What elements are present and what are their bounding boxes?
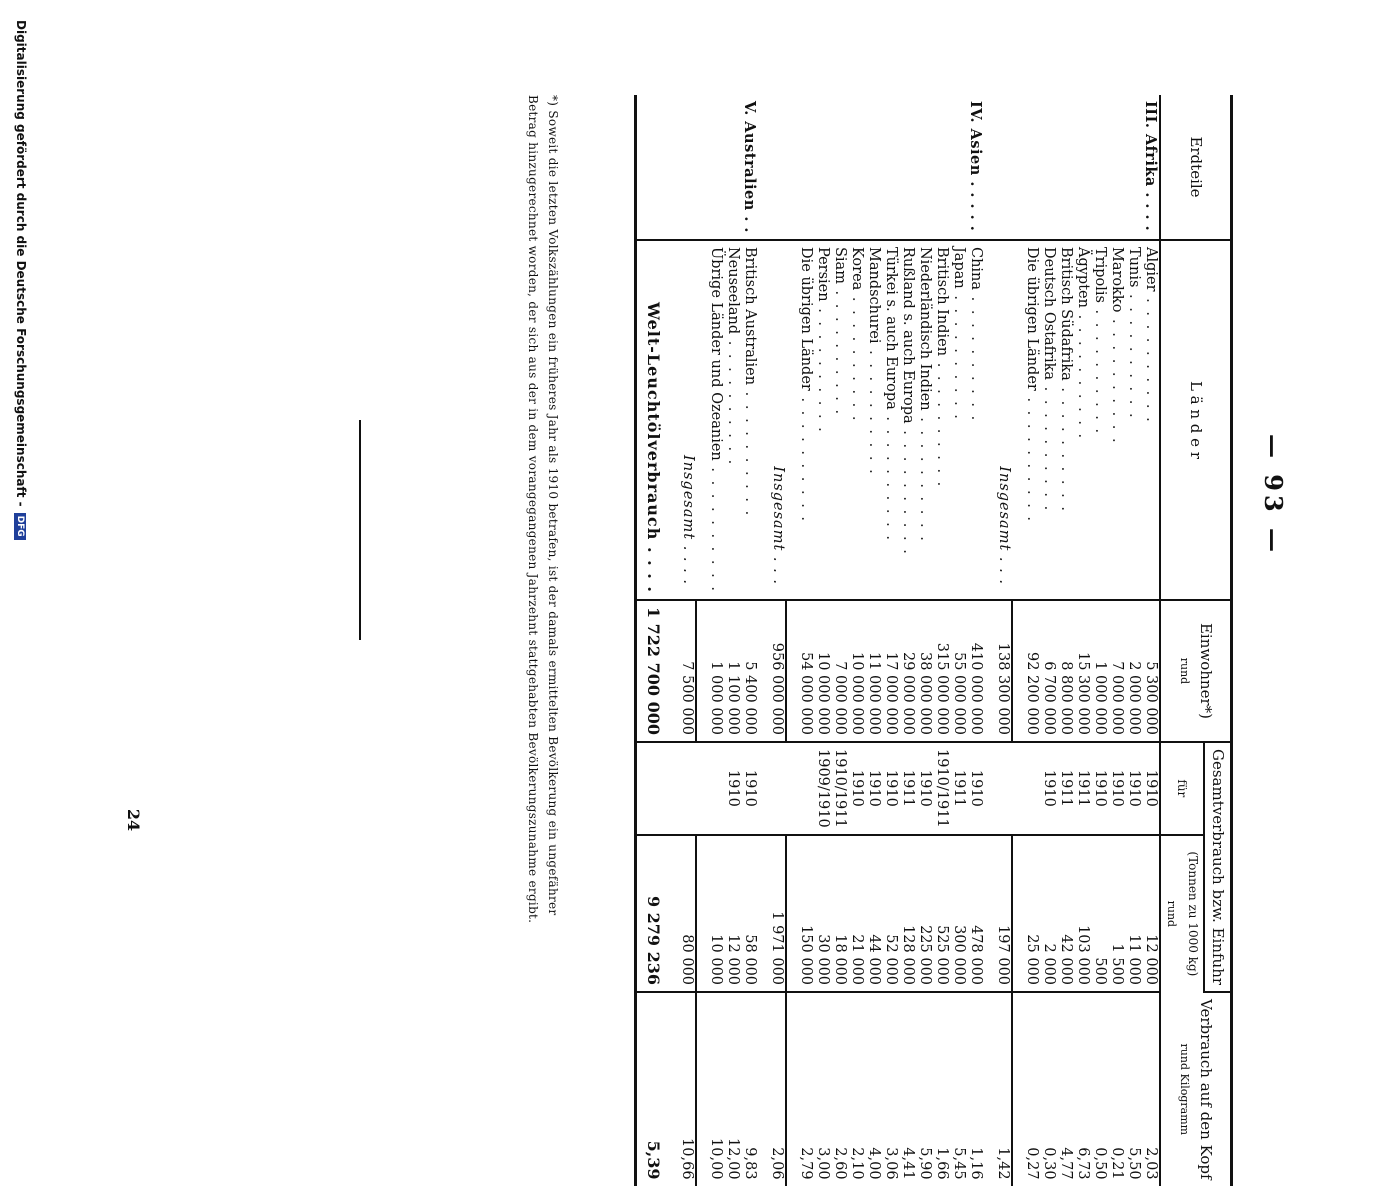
kopf-cell: 2,60	[832, 1147, 848, 1180]
table-row	[967, 95, 984, 1186]
kopf-cell: 1,66	[934, 1147, 950, 1180]
world-label: Welt-Leuchtölverbrauch . . . .	[636, 240, 669, 600]
total-gesamt: 80 000	[678, 835, 696, 992]
jahr-cell: 1911	[1057, 742, 1074, 835]
leader-dots: . . . . . . . . . .	[708, 460, 724, 593]
erdteil-cell	[916, 95, 933, 240]
gesamt-cell: 500	[1091, 835, 1108, 992]
gesamt-cell: 52 000	[882, 835, 899, 992]
kopf-cell: 3,00	[815, 1147, 831, 1180]
gesamt-cell: 225 000	[916, 835, 933, 992]
spacer-cell	[668, 742, 678, 835]
land-name: Die übrigen Länder	[1024, 246, 1040, 391]
gesamt-cell: 525 000	[933, 835, 950, 992]
jahr-cell: 1910	[916, 742, 933, 835]
total-label: Insgesamt . . .	[994, 240, 1012, 600]
spacer-row	[758, 95, 768, 1186]
jahr-cell: 1910	[1142, 742, 1160, 835]
spacer-cell	[984, 992, 994, 1186]
land-name: Ägypten	[1075, 246, 1091, 308]
spacer-cell	[668, 992, 678, 1186]
jahr-cell	[797, 742, 814, 835]
table-header-row	[1204, 95, 1232, 1186]
land-cell	[933, 240, 950, 600]
land-name: Persien	[815, 246, 831, 302]
gesamt-cell: 18 000	[831, 835, 848, 992]
erdteil-cell	[707, 95, 724, 240]
land-name: Britisch Australien	[742, 246, 758, 386]
jahr-cell: 1911	[899, 742, 916, 835]
table-row	[1057, 95, 1074, 1186]
leader-dots: . . . . . . . . . .	[1041, 380, 1057, 513]
einwohner-cell: 15 300 000	[1074, 600, 1091, 742]
erdteil-cell	[882, 95, 899, 240]
header-einwohner-label: Einwohner*)	[1197, 622, 1216, 719]
spacer-cell	[758, 240, 768, 600]
gesamt-cell: 12 000	[1142, 835, 1160, 992]
table-row	[950, 95, 967, 1186]
spacer-cell	[1012, 600, 1023, 742]
land-cell	[1023, 240, 1040, 600]
total-einwohner: 7 500 000	[678, 600, 696, 742]
kopf-cell: 2,03	[1143, 1147, 1159, 1180]
total-label: Insgesamt . . . .	[678, 240, 696, 600]
spacer-cell	[668, 240, 678, 600]
einwohner-cell: 2 000 000	[1125, 600, 1142, 742]
table-row	[1091, 95, 1108, 1186]
erdteil-cell	[994, 95, 1012, 240]
land-name: Korea	[849, 246, 865, 291]
erdteil-cell	[933, 95, 950, 240]
table-row	[848, 95, 865, 1186]
gesamt-cell: 30 000	[814, 835, 831, 992]
gesamt-cell: 300 000	[950, 835, 967, 992]
jahr-cell: 1910/1911	[831, 742, 848, 835]
table-row	[1074, 95, 1091, 1186]
header-einwohner-sub: rund	[1178, 657, 1192, 685]
leader-dots: . . . . . . . . . .	[900, 423, 916, 556]
spacer-cell	[786, 835, 797, 992]
kopf-cell: 0,21	[1109, 1147, 1125, 1180]
kopf-cell: 0,30	[1041, 1147, 1057, 1180]
einwohner-cell: 10 000 000	[814, 600, 831, 742]
spacer-cell	[1012, 992, 1023, 1186]
erdteil-cell	[724, 95, 741, 240]
total-einwohner: 138 300 000	[994, 600, 1012, 742]
einwohner-cell: 54 000 000	[797, 600, 814, 742]
land-cell	[899, 240, 916, 600]
jahr-cell	[1023, 742, 1040, 835]
land-cell	[916, 240, 933, 600]
leader-dots: . . . . . . . . . .	[798, 390, 814, 524]
einwohner-cell: 410 000 000	[967, 600, 984, 742]
erdteil-cell: IV. Asien . . . . .	[967, 95, 984, 240]
land-name: Übrige Länder und Ozeanien	[708, 246, 724, 461]
gesamt-cell: 25 000	[1023, 835, 1040, 992]
spacer-row	[696, 95, 707, 1186]
kopf-cell: 5,45	[951, 1147, 967, 1180]
jahr-cell: 1910	[967, 742, 984, 835]
gesamt-cell: 12 000	[724, 835, 741, 992]
leader-dots: . . . . . . . . . .	[849, 290, 865, 423]
spacer-cell	[786, 600, 797, 742]
header-erdteile: Erdteile	[1160, 95, 1232, 240]
spacer-cell	[984, 95, 994, 240]
total-jahr	[678, 742, 696, 835]
land-cell	[882, 240, 899, 600]
land-name: Niederländisch Indien	[917, 246, 933, 411]
land-name: Algier	[1143, 246, 1159, 292]
spacer-cell	[696, 742, 707, 835]
leader-dots: . . . . . . . . . .	[968, 290, 984, 423]
erdteil-cell	[848, 95, 865, 240]
leader-dots: . . . . . . . . . .	[742, 385, 758, 518]
header-einwohner	[1160, 600, 1232, 742]
land-name: Marokko	[1109, 246, 1125, 313]
table-row	[882, 95, 899, 1186]
spacer-cell	[668, 95, 678, 240]
consumption-table	[634, 95, 1233, 1186]
header-kopf-sub: rund Kilogramm	[1178, 1043, 1192, 1136]
einwohner-cell: 7 000 000	[831, 600, 848, 742]
gesamt-cell: 21 000	[848, 835, 865, 992]
erdteil-cell	[636, 95, 669, 240]
total-kopf: 10,66	[678, 992, 696, 1186]
jahr-cell: 1910	[741, 742, 758, 835]
land-name: Türkei s. auch Europa	[883, 246, 899, 410]
jahr-cell: 1911	[950, 742, 967, 835]
table-row	[814, 95, 831, 1186]
table-row	[1040, 95, 1057, 1186]
gesamt-cell: 150 000	[797, 835, 814, 992]
kopf-cell: 2,10	[849, 1147, 865, 1180]
page-number: — 93 —	[1259, 433, 1288, 557]
total-gesamt: 197 000	[994, 835, 1012, 992]
einwohner-cell: 8 800 000	[1057, 600, 1074, 742]
kopf-cell: 0,27	[1024, 1147, 1040, 1180]
land-name: China	[968, 246, 984, 291]
einwohner-cell: 7 000 000	[1108, 600, 1125, 742]
table-row	[1125, 95, 1142, 1186]
header-tonnen	[1160, 835, 1204, 992]
spacer-cell	[984, 600, 994, 742]
land-name: Tripolis	[1092, 246, 1108, 303]
gesamt-cell: 103 000	[1074, 835, 1091, 992]
footnote: *) Soweit die letzten Volkszählungen ein früheres Jahr als 1910 betrafen, ist der damals ermittelten Bevölkerung ein ungefährer Betrag hinzugerechnet worden, der sich aus der in dem vorangegangenen Jahrzehnt stattgehabten Bevölkerungszunahme ergibt.	[526, 95, 560, 924]
total-row	[678, 95, 696, 1186]
erdteil-cell: III. Afrika . . . .	[1142, 95, 1160, 240]
einwohner-cell: 315 000 000	[933, 600, 950, 742]
header-tonnen-label: (Tonnen zu 1000 kg)	[1186, 851, 1200, 977]
land-cell	[1108, 240, 1125, 600]
erdteil-cell	[950, 95, 967, 240]
jahr-cell: 1910	[1091, 742, 1108, 835]
total-einwohner: 956 000 000	[768, 600, 786, 742]
header-fuer: für	[1160, 742, 1204, 835]
land-cell	[1074, 240, 1091, 600]
spacer-cell	[1012, 240, 1023, 600]
table-body	[636, 95, 1161, 1186]
erdteil-cell	[797, 95, 814, 240]
gesamt-cell: 11 000	[1125, 835, 1142, 992]
einwohner-cell: 11 000 000	[865, 600, 882, 742]
jahr-cell: 1910	[724, 742, 741, 835]
land-name: Neuseeland	[725, 246, 741, 335]
table-row	[797, 95, 814, 1186]
einwohner-cell: 92 200 000	[1023, 600, 1040, 742]
land-cell	[865, 240, 882, 600]
table-row	[707, 95, 724, 1186]
world-total-row	[636, 95, 669, 1186]
table-row	[916, 95, 933, 1186]
kopf-cell: 10,00	[708, 1138, 724, 1180]
erdteil-cell	[1023, 95, 1040, 240]
header-gesamt: Gesamtverbrauch bzw. Einfuhr	[1204, 742, 1232, 992]
leader-dots: . . . . . . . . . .	[1143, 291, 1159, 424]
table-row	[865, 95, 882, 1186]
land-name: Mandschurei	[866, 246, 882, 344]
spacer-cell	[696, 600, 707, 742]
spacer-cell	[758, 742, 768, 835]
spacer-row	[1012, 95, 1023, 1186]
einwohner-cell: 6 700 000	[1040, 600, 1057, 742]
erdteil-cell	[1091, 95, 1108, 240]
spacer-row	[984, 95, 994, 1186]
kopf-cell: 4,41	[900, 1147, 916, 1180]
leader-dots: . . . . . . . . . .	[1092, 302, 1108, 436]
spacer-row	[668, 95, 678, 1186]
world-kopf: 5,39	[636, 992, 669, 1186]
erdteil-cell: V. Australien . .	[741, 95, 758, 240]
spacer-cell	[1012, 95, 1023, 240]
erdteil-cell	[1040, 95, 1057, 240]
land-cell	[967, 240, 984, 600]
spacer-cell	[786, 240, 797, 600]
einwohner-cell: 17 000 000	[882, 600, 899, 742]
leader-dots: . . . . . . . . . .	[1075, 307, 1091, 441]
kopf-cell: 6,73	[1075, 1147, 1091, 1180]
einwohner-cell: 55 000 000	[950, 600, 967, 742]
world-gesamt: 9 279 236	[636, 835, 669, 992]
spacer-cell	[696, 835, 707, 992]
world-einwohner: 1 722 700 000	[636, 600, 669, 742]
dfg-logo: DFG	[15, 513, 27, 540]
erdteil-cell	[814, 95, 831, 240]
einwohner-cell: 1 000 000	[1091, 600, 1108, 742]
land-name: Britisch Südafrika	[1058, 246, 1074, 381]
kopf-cell: 4,00	[866, 1147, 882, 1180]
kopf-cell: 4,77	[1058, 1147, 1074, 1180]
bottom-page-number: 24	[124, 808, 143, 832]
spacer-cell	[984, 742, 994, 835]
jahr-cell: 1910	[1125, 742, 1142, 835]
gesamt-cell: 2 000	[1040, 835, 1057, 992]
jahr-cell: 1910	[882, 742, 899, 835]
gesamt-cell: 58 000	[741, 835, 758, 992]
erdteil-cell	[899, 95, 916, 240]
spacer-cell	[1012, 742, 1023, 835]
kopf-cell: 5,50	[1126, 1147, 1142, 1180]
land-cell	[1057, 240, 1074, 600]
erdteil-cell	[1125, 95, 1142, 240]
erdteil-cell	[1108, 95, 1125, 240]
leader-dots: . . . . . . . . . .	[883, 409, 899, 542]
einwohner-cell: 5 400 000	[741, 600, 758, 742]
einwohner-cell: 5 300 000	[1142, 600, 1160, 742]
gesamt-cell: 128 000	[899, 835, 916, 992]
leader-dots: . . . . . . . . . .	[832, 283, 848, 417]
spacer-cell	[668, 835, 678, 992]
spacer-cell	[758, 835, 768, 992]
land-cell	[831, 240, 848, 600]
leader-dots: . . . . . . . . . .	[951, 288, 967, 421]
gesamt-cell: 44 000	[865, 835, 882, 992]
header-laender: L ä n d e r	[1160, 240, 1232, 600]
erdteil-cell	[831, 95, 848, 240]
leader-dots: . . . . . . . . . .	[934, 356, 950, 489]
jahr-cell	[707, 742, 724, 835]
header-kopf-label: Verbrauch auf den Kopf	[1197, 999, 1216, 1180]
kopf-cell: 12,00	[725, 1138, 741, 1180]
gesamt-cell: 10 000	[707, 835, 724, 992]
jahr-cell: 1911	[1074, 742, 1091, 835]
land-cell	[1091, 240, 1108, 600]
spacer-cell	[696, 240, 707, 600]
spacer-cell	[758, 600, 768, 742]
land-name: Deutsch Ostafrika	[1041, 246, 1057, 381]
land-cell	[741, 240, 758, 600]
leader-dots: . . . . . . . . . .	[1024, 390, 1040, 524]
world-jahr	[636, 742, 669, 835]
einwohner-cell: 10 000 000	[848, 600, 865, 742]
table-row	[899, 95, 916, 1186]
kopf-cell: 9,83	[742, 1147, 758, 1180]
land-cell	[814, 240, 831, 600]
spacer-cell	[786, 742, 797, 835]
kopf-cell: 0,50	[1092, 1147, 1108, 1180]
jahr-cell: 1909/1910	[814, 742, 831, 835]
erdteil-cell	[1074, 95, 1091, 240]
spacer-cell	[696, 992, 707, 1186]
land-cell	[848, 240, 865, 600]
kopf-cell: 3,06	[883, 1147, 899, 1180]
einwohner-cell: 1 100 000	[724, 600, 741, 742]
jahr-cell: 1910	[1040, 742, 1057, 835]
total-gesamt: 1 971 000	[768, 835, 786, 992]
dfg-notice	[14, 20, 28, 1000]
einwohner-cell: 38 000 000	[916, 600, 933, 742]
land-name: Japan	[951, 246, 967, 289]
table-row	[741, 95, 758, 1186]
land-cell	[724, 240, 741, 600]
jahr-cell: 1910	[848, 742, 865, 835]
gesamt-cell: 478 000	[967, 835, 984, 992]
total-kopf: 1,42	[994, 992, 1012, 1186]
gesamt-cell: 42 000	[1057, 835, 1074, 992]
jahr-cell: 1910/1911	[933, 742, 950, 835]
leader-dots: . . . . . . . . . .	[1058, 380, 1074, 513]
spacer-cell	[786, 992, 797, 1186]
leader-dots: . . . . . . . . . .	[725, 334, 741, 467]
land-cell	[950, 240, 967, 600]
land-name: Rußland s. auch Europa	[900, 246, 916, 424]
total-kopf: 2,06	[768, 992, 786, 1186]
land-cell	[707, 240, 724, 600]
total-jahr	[994, 742, 1012, 835]
leader-dots: . . . . . . . . . .	[815, 301, 831, 434]
table-row	[1023, 95, 1040, 1186]
spacer-cell	[758, 992, 768, 1186]
spacer-row	[786, 95, 797, 1186]
spacer-cell	[984, 835, 994, 992]
kopf-cell: 5,90	[917, 1147, 933, 1180]
gesamt-cell: 1 500	[1108, 835, 1125, 992]
header-tonnen-sub: rund	[1165, 900, 1178, 928]
leader-dots: . . . . . . . . . .	[1109, 312, 1125, 445]
spacer-cell	[758, 95, 768, 240]
leader-dots: . . . . . . . . . .	[866, 343, 882, 476]
land-name: Die übrigen Länder	[798, 246, 814, 391]
total-jahr	[768, 742, 786, 835]
einwohner-cell: 29 000 000	[899, 600, 916, 742]
header-kopf	[1160, 992, 1232, 1186]
kopf-cell: 1,16	[968, 1147, 984, 1180]
table-row	[1108, 95, 1125, 1186]
spacer-cell	[696, 95, 707, 240]
jahr-cell: 1910	[865, 742, 882, 835]
land-cell	[1125, 240, 1142, 600]
leader-dots: . . . . . . . . . .	[917, 410, 933, 543]
land-name: Siam	[832, 246, 848, 284]
land-cell	[797, 240, 814, 600]
land-cell	[1040, 240, 1057, 600]
jahr-cell: 1910	[1108, 742, 1125, 835]
erdteil-cell	[678, 95, 696, 240]
table-row	[1142, 95, 1160, 1186]
land-cell	[1142, 240, 1160, 600]
table-row	[724, 95, 741, 1186]
spacer-cell	[668, 600, 678, 742]
total-row	[768, 95, 786, 1186]
leader-dots: . . . . . . . . . .	[1126, 287, 1142, 420]
spacer-cell	[1012, 835, 1023, 992]
footnote-rule	[359, 420, 361, 640]
dfg-notice-text: Digitalisierung gefördert durch die Deutsche Forschungsgemeinschaft -	[14, 20, 28, 507]
einwohner-cell: 1 000 000	[707, 600, 724, 742]
land-name: Britisch Indien	[934, 246, 950, 357]
erdteil-cell	[768, 95, 786, 240]
table-row	[831, 95, 848, 1186]
erdteil-cell	[865, 95, 882, 240]
erdteil-cell	[1057, 95, 1074, 240]
spacer-cell	[984, 240, 994, 600]
total-label: Insgesamt . . .	[768, 240, 786, 600]
total-row	[994, 95, 1012, 1186]
land-name: Tunis	[1126, 246, 1142, 288]
kopf-cell: 2,79	[798, 1147, 814, 1180]
spacer-cell	[786, 95, 797, 240]
table-row	[933, 95, 950, 1186]
